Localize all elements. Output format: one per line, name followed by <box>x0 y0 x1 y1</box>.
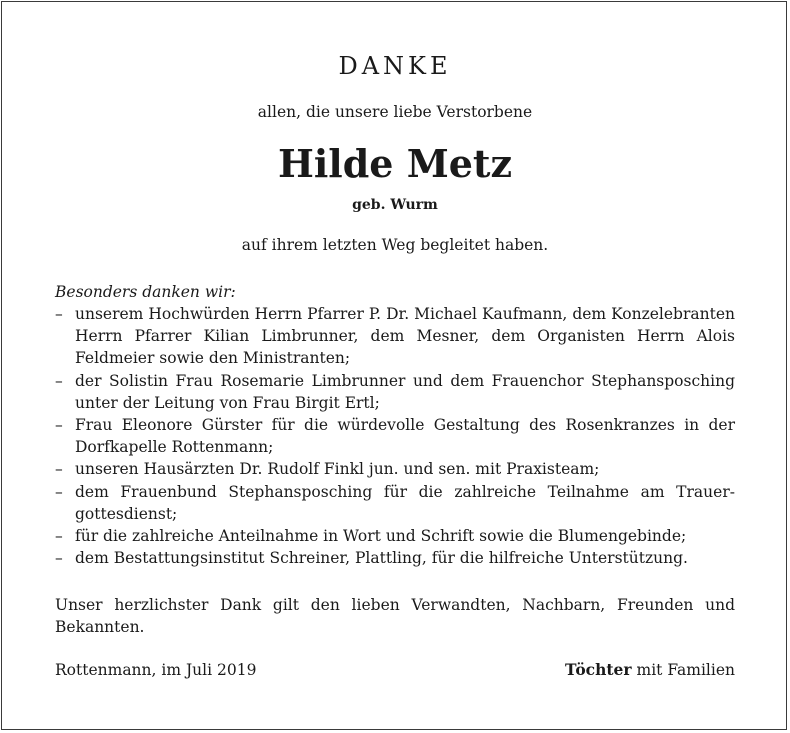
signature-rest: mit Familien <box>631 661 735 679</box>
list-item: – unserem Hochwürden Herrn Pfarrer P. Dr. Michael Kaufmann, dem Konzelebranten Herrn Pfarrer Kilian Limbrunner, dem Mesner, dem Organisten Herrn Alois Feldmeier sowie den Ministranten; <box>55 303 735 370</box>
deceased-name: Hilde Metz <box>277 141 513 186</box>
list-item: – für die zahlreiche Anteilnahme in Wort und Schrift sowie die Blumengebinde; <box>55 525 735 547</box>
closing-paragraph: Unser herzlichster Dank gilt den lieben Verwandten, Nachbarn, Freunden und Bekannten. <box>55 596 735 637</box>
list-item: – dem Bestattungsinstitut Schreiner, Plattling, für die hilfreiche Unterstützung. <box>55 547 735 569</box>
thanks-section <box>55 281 735 569</box>
thanks-list <box>55 303 735 569</box>
list-item: – Frau Eleonore Gürster für die würdevolle Gestaltung des Rosenkranzes in der Dorfkapelle Rottenmann; <box>55 414 735 458</box>
signature-bold: Töchter <box>564 660 632 679</box>
list-item: – dem Frauenbund Stephansposching für die zahlreiche Teilnahme am Trauergottesdienst; <box>55 481 735 525</box>
signature <box>565 660 735 680</box>
place-date: Rottenmann, im Juli 2019 <box>55 661 257 679</box>
intro-line: allen, die unsere liebe Verstorbene <box>257 103 533 121</box>
thanks-heading: Besonders danken wir: <box>55 283 236 301</box>
list-item: – unseren Hausärzten Dr. Rudolf Finkl jun. und sen. mit Praxisteam; <box>55 458 735 480</box>
maiden-name: geb. Wurm <box>352 197 438 213</box>
notice-heading: DANKE <box>338 52 452 80</box>
list-item: – der Solistin Frau Rosemarie Limbrunner und dem Frauenchor Stephansposching unter der Leitung von Frau Birgit Ertl; <box>55 370 735 414</box>
accompany-line: auf ihrem letzten Weg begleitet haben. <box>241 236 549 254</box>
